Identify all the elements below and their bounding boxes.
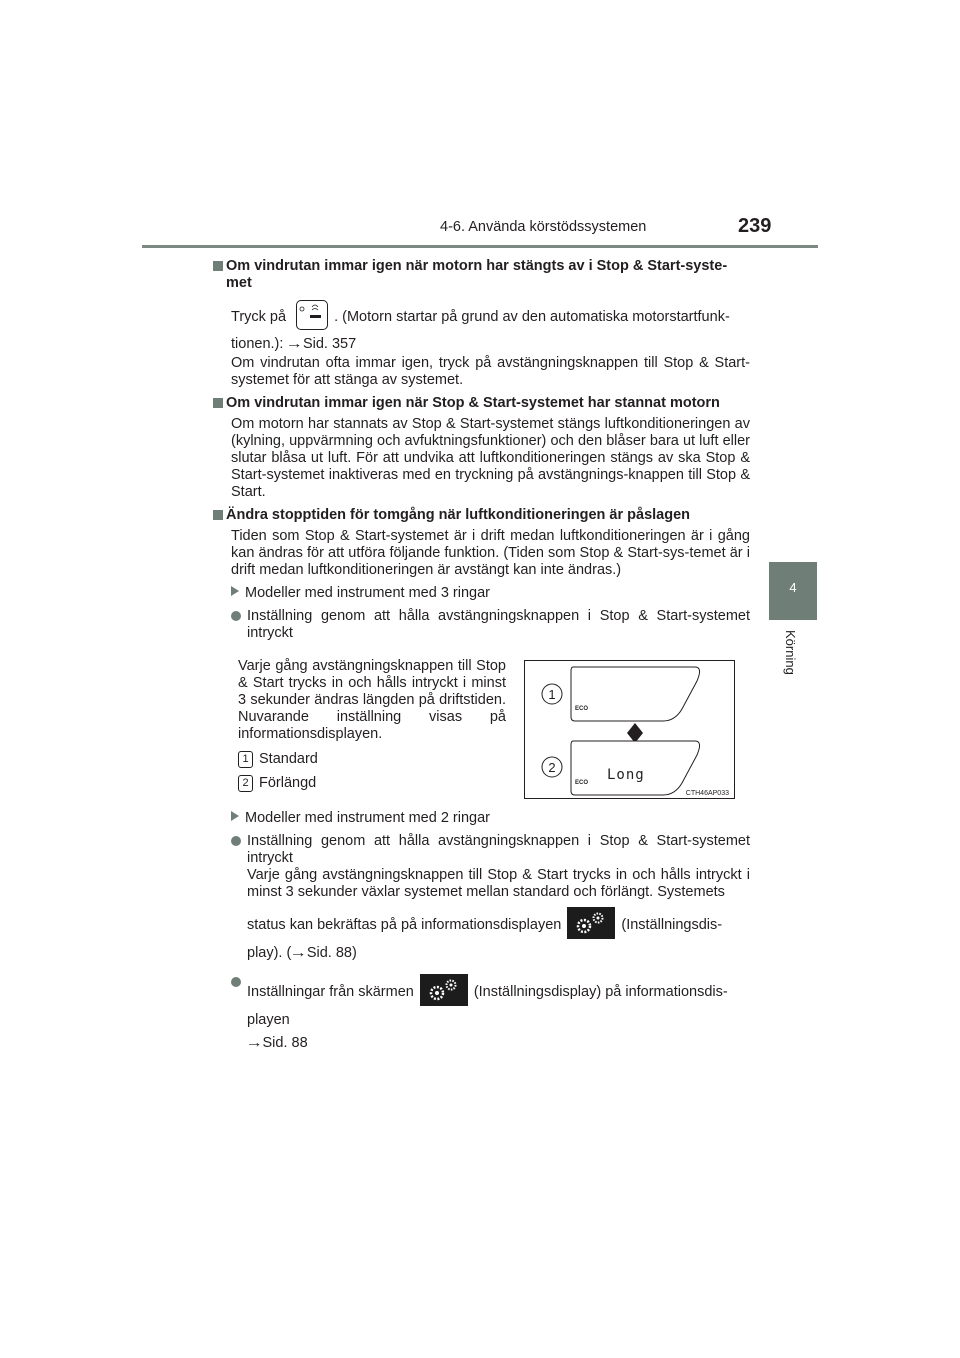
callout-1: 1 <box>548 687 556 702</box>
display-figure <box>524 660 735 799</box>
para-1: Om vindrutan ofta immar igen, tryck på avstängningsknappen till Stop & Start-systemet för att stänga av systemet. <box>231 355 750 388</box>
subhead-3-rings: Modeller med instrument med 3 ringar <box>213 585 750 602</box>
bullet-1: Inställning genom att hålla avstängningsknappen i Stop & Start-systemet intryckt <box>213 608 750 642</box>
item-extended: 2 Förlängd <box>238 775 506 792</box>
bullet-dot-icon <box>231 611 241 621</box>
para-2: Om motorn har stannats av Stop & Start-systemet stängs luftkonditioneringen av (kylning, uppvärmning och avfuktningsfunktioner) och den blåser bara ut luft eller slutar blåsa ut luft. För att undvika att luftkonditioneringen stängs av ska Stop & Start-systemet inaktiveras med en tryckning på avstängnings-knappen till Stop & Start. <box>231 416 750 500</box>
toggle-arrow-icon <box>627 723 643 743</box>
eco-label-1: ECO <box>575 706 589 712</box>
triangle-icon <box>231 811 239 821</box>
heading-2: Om vindrutan immar igen när Stop & Start-systemet har stannat motorn <box>213 395 750 412</box>
heading-1: Om vindrutan immar igen när motorn har stängts av i Stop & Start-syste-met <box>213 258 750 292</box>
chapter-tab <box>769 562 817 620</box>
bullet-3-line2: playen <box>247 1012 290 1028</box>
bullet-2: Inställning genom att hålla avstängningsknappen i Stop & Start-systemet intryckt <box>213 833 750 867</box>
section-title: 4-6. Använda körstödssystemen <box>440 219 647 235</box>
link-page-88-b[interactable]: Sid. 88 <box>262 1035 308 1051</box>
display-1-outline <box>571 667 700 721</box>
callout-2: 2 <box>548 760 556 775</box>
heading-square-icon <box>213 398 223 408</box>
bullet-3-ref: →Sid. 88 <box>245 1035 308 1051</box>
chapter-number: 4 <box>789 580 797 595</box>
figure-description: Varje gång avstängningsknappen till Stop & Start trycks in och hålls intryckt i minst 3 sekunder ändras längden på driftstiden. Nuvarande inställning visas på informationsdisplayen. 1 Standard 2 Förlängd <box>238 658 506 791</box>
subhead-2-rings: Modeller med instrument med 2 ringar <box>213 810 750 827</box>
heading-3: Ändra stopptiden för tomgång när luftkonditioneringen är påslagen <box>213 507 750 524</box>
line-ref: tionen.): →Sid. 357 <box>231 336 357 352</box>
bullet-2-para: Varje gång avstängningsknappen till Stop & Start trycks in och hålls intryckt i minst 3 sekunder växlar systemet mellan standard och förlängt. Systemets <box>247 867 750 900</box>
long-indicator: Long <box>607 767 645 783</box>
triangle-icon <box>231 586 239 596</box>
bullet-2-ref-line: play). (→Sid. 88) <box>247 945 357 961</box>
settings-gear-icon <box>567 907 615 939</box>
front-defog-button-icon <box>296 300 328 330</box>
heading-square-icon <box>213 261 223 271</box>
header-rule <box>142 245 818 248</box>
para-3: Tiden som Stop & Start-systemet är i drift medan luftkonditioneringen är i gång kan ändras för att utföra följande funktion. (Tiden som Stop & Start-sys-temet är i drift medan luftkonditioneringen är avstängt kan inte ändras.) <box>231 528 750 578</box>
chapter-label: Körning <box>783 630 798 675</box>
settings-gear-icon <box>420 974 468 1006</box>
line-press: Tryck på . (Motorn startar på grund av den automatiska motorstartfunk- <box>213 300 750 330</box>
item-standard: 1 Standard <box>238 751 506 768</box>
figure-code: CTH46AP033 <box>685 790 729 797</box>
page-number: 239 <box>738 215 772 237</box>
link-page-88[interactable]: Sid. 88) <box>306 945 357 961</box>
heading-square-icon <box>213 510 223 520</box>
main-content <box>213 258 750 642</box>
bullet-dot-icon <box>231 836 241 846</box>
eco-label-2: ECO <box>575 780 589 786</box>
bullet-2-status-line: status kan bekräftas på på informationsdisplayen (Inställningsdis- <box>213 907 750 939</box>
bullet-3: Inställningar från skärmen (Inställningsdisplay) på informationsdis- <box>213 974 750 1006</box>
bullet-dot-icon <box>231 977 241 987</box>
main-content-lower <box>213 810 750 1052</box>
link-page-357[interactable]: Sid. 357 <box>302 336 357 352</box>
